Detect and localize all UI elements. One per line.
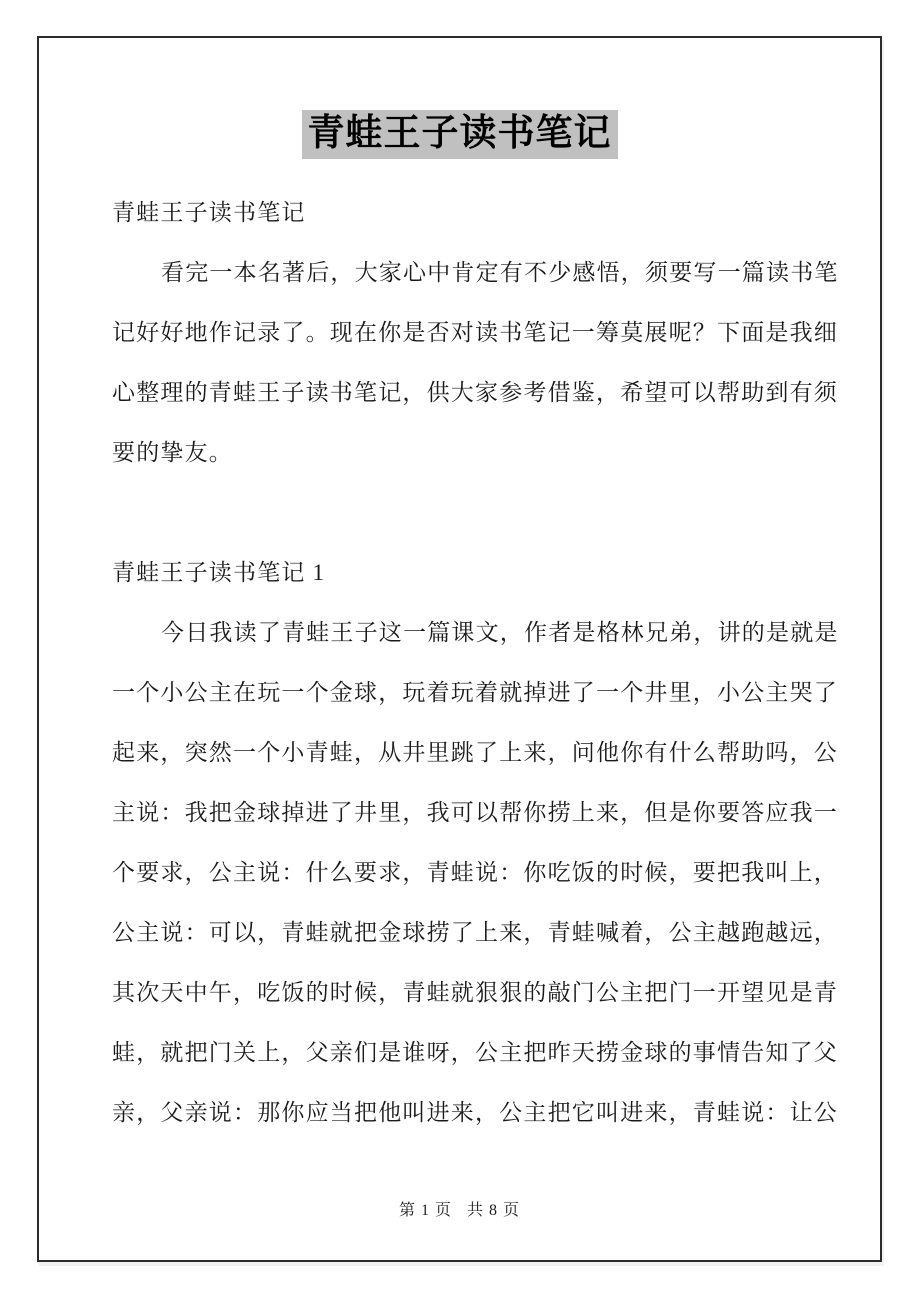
page-count-label: 共 8 页 <box>467 1202 521 1219</box>
text-line-4: 心整理的青蛙王子读书笔记，供大家参考借鉴，希望可以帮助到有须 <box>112 380 838 405</box>
text-line-10: 起来，突然一个小青蛙，从井里跳了上来，问他你有什么帮助吗，公 <box>112 740 838 765</box>
document-body <box>112 183 838 1143</box>
text-line-13: 公主说：可以，青蛙就把金球捞了上来，青蛙喊着，公主越跑越远， <box>112 920 838 945</box>
text-line-12: 个要求，公主说：什么要求，青蛙说：你吃饭的时候，要把我叫上， <box>112 860 838 885</box>
text-line-8: 今日我读了青蛙王子这一篇课文，作者是格林兄弟，讲的是就是 <box>161 620 839 645</box>
text-line-3: 记好好地作记录了。现在你是否对读书笔记一筹莫展呢？下面是我细 <box>112 320 838 345</box>
text-line-5: 要的挚友。 <box>112 440 233 465</box>
page-footer <box>39 1201 880 1221</box>
title-row <box>39 110 880 159</box>
text-line-1: 青蛙王子读书笔记 <box>112 200 306 225</box>
text-line-16: 亲，父亲说：那你应当把他叫进来，公主把它叫进来，青蛙说：让公 <box>112 1100 838 1125</box>
text-line-14: 其次天中午，吃饭的时候，青蛙就狠狠的敲门公主把门一开望见是青 <box>112 980 838 1005</box>
text-line-9: 一个小公主在玩一个金球，玩着玩着就掉进了一个井里，小公主哭了 <box>112 680 838 705</box>
text-line-11: 主说：我把金球掉进了井里，我可以帮你捞上来，但是你要答应我一 <box>112 800 838 825</box>
text-line-7: 青蛙王子读书笔记 1 <box>112 560 326 585</box>
text-line-2: 看完一本名著后，大家心中肯定有不少感悟，须要写一篇读书笔 <box>161 260 839 285</box>
page-frame <box>37 36 882 1262</box>
page-number-label: 第 1 页 <box>398 1202 452 1219</box>
text-line-15: 蛙，就把门关上，父亲们是谁呀，公主把昨天捞金球的事情告知了父 <box>112 1040 838 1065</box>
text-line-6 <box>112 483 838 543</box>
document-title: 青蛙王子读书笔记 <box>302 110 618 159</box>
